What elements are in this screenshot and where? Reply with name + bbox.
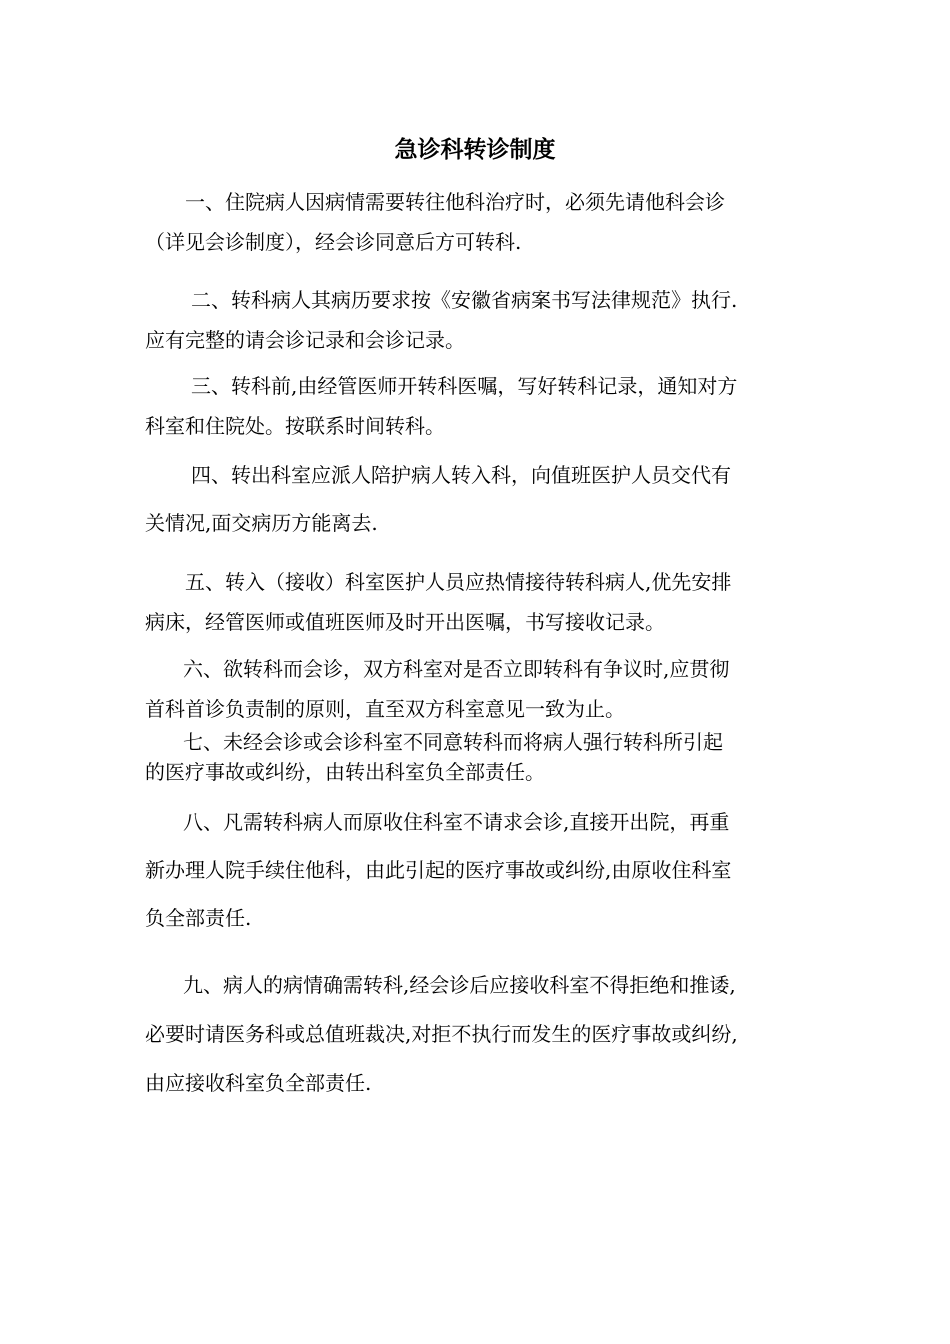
paragraph-line: 新办理人院手续住他科，由此引起的医疗事故或纠纷,由原收住科室: [145, 858, 732, 882]
paragraph-5: [145, 562, 810, 642]
paragraph-line: 应有完整的请会诊记录和会诊记录。: [145, 328, 465, 352]
paragraph-4: [145, 451, 810, 547]
paragraph-line: 七、未经会诊或会诊科室不同意转科而将病人强行转科所引起: [183, 730, 723, 754]
paragraph-line: 一、住院病人因病情需要转往他科治疗时，必须先请他科会诊: [185, 190, 725, 214]
paragraph-line: 四、转出科室应派人陪护病人转入科，向值班医护人员交代有: [191, 463, 731, 487]
paragraph-6: [145, 649, 810, 729]
paragraph-line: 首科首诊负责制的原则，直至双方科室意见一致为止。: [145, 697, 625, 721]
paragraph-line: 九、病人的病情确需转科,经会诊后应接收科室不得拒绝和推诿,: [183, 973, 736, 997]
paragraph-7: [145, 727, 810, 787]
document-title: 急诊科转诊制度: [394, 137, 556, 163]
paragraph-line: 的医疗事故或纠纷，由转出科室负全部责任。: [145, 760, 545, 784]
paragraph-line: 必要时请医务科或总值班裁决,对拒不执行而发生的医疗事故或纠纷,: [145, 1022, 738, 1046]
paragraph-3: [145, 366, 810, 446]
paragraph-line: 病床，经管医师或值班医师及时开出医嘱，书写接收记录。: [145, 610, 665, 634]
paragraph-9: [145, 961, 810, 1108]
paragraph-line: 五、转入（接收）科室医护人员应热情接待转科病人,优先安排: [185, 570, 732, 594]
paragraph-line: 科室和住院处。按联系时间转科。: [145, 414, 445, 438]
paragraph-2: [145, 280, 810, 360]
paragraph-1: [145, 182, 810, 262]
paragraph-8: [145, 798, 810, 942]
paragraph-line: 六、欲转科而会诊，双方科室对是否立即转科有争议时,应贯彻: [183, 657, 730, 681]
paragraph-line: 八、凡需转科病人而原收住科室不请求会诊,直接开出院，再重: [183, 810, 730, 834]
paragraph-line: 由应接收科室负全部责任.: [145, 1071, 372, 1095]
paragraph-line: 负全部责任.: [145, 906, 252, 930]
paragraph-line: 二、转科病人其病历要求按《安徽省病案书写法律规范》执行.: [191, 288, 738, 312]
paragraph-line: 关情况,面交病历方能离去.: [145, 511, 378, 535]
paragraph-line: （详见会诊制度），经会诊同意后方可转科.: [145, 230, 522, 254]
paragraph-line: 三、转科前,由经管医师开转科医嘱，写好转科记录，通知对方: [191, 374, 738, 398]
